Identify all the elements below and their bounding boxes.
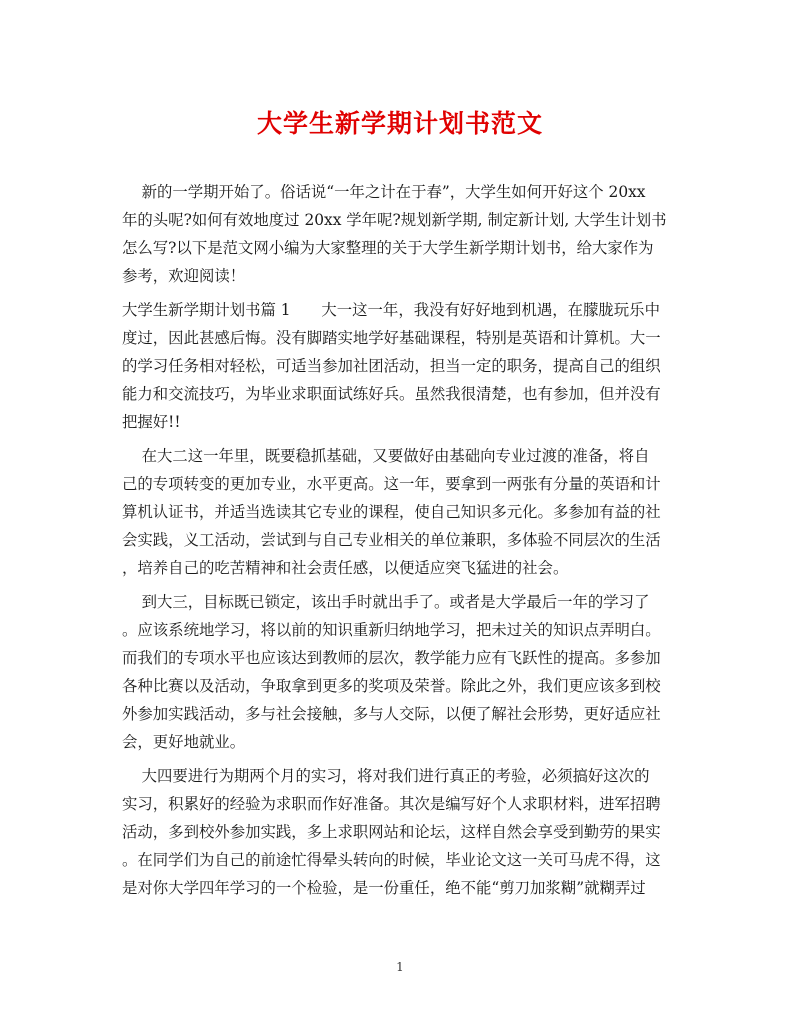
- text-line: 到大三，目标既已锁定，该出手时就出手了。或者是大学最后一年的学习了: [122, 593, 650, 611]
- text-line: 活动，多到校外参加实践，多上求职网站和论坛，这样自然会享受到勤劳的果实: [122, 823, 661, 841]
- text-line: 各种比赛以及活动，争取拿到更多的奖项及荣誉。除此之外，我们更应该多到校: [122, 677, 661, 695]
- text-line: 是对你大学四年学习的一个检验，是一份重任，绝不能“剪刀加浆糊”就糊弄过: [122, 879, 646, 897]
- text-line: 而我们的专项水平也应该达到教师的层次，教学能力应有飞跃性的提高。多参加: [122, 649, 661, 667]
- text-line: 怎么写?以下是范文网小编为大家整理的关于大学生新学期计划书，给大家作为: [122, 239, 654, 257]
- text-line: 把握好!!: [122, 413, 181, 431]
- text-line: 在大二这一年里，既要稳抓基础，又要做好由基础向专业过渡的准备，将自: [122, 447, 650, 465]
- text-line: 参考，欢迎阅读！: [122, 267, 246, 285]
- text-line: 年的头呢?如何有效地度过 20xx 学年呢?规划新学期, 制定新计划, 大学生计划书: [122, 211, 667, 229]
- text-line: 。在同学们为自己的前途忙得晕头转向的时候，毕业论文这一关可马虎不得，这: [122, 851, 661, 869]
- text-line: 的学习任务相对轻松，可适当参加社团活动，担当一定的职务，提高自己的组织: [122, 357, 661, 375]
- text-line: 大学生新学期计划书篇 1 大一这一年，我没有好好地到机遇，在朦胧玩乐中: [122, 301, 660, 319]
- text-line: ，培养自己的吃苦精神和社会责任感，以便适应突飞猛进的社会。: [122, 559, 569, 577]
- text-line: 新的一学期开始了。俗话说“一年之计在于春”，大学生如何开好这个 20xx: [122, 183, 646, 201]
- text-line: 大四要进行为期两个月的实习，将对我们进行真正的考验，必须搞好这次的: [122, 767, 650, 785]
- text-line: 度过，因此甚感后悔。没有脚踏实地学好基础课程，特别是英语和计算机。大一: [122, 329, 661, 347]
- document-title: 大学生新学期计划书范文: [256, 109, 543, 138]
- text-line: 实习，积累好的经验为求职而作好准备。其次是编写好个人求职材料，进军招聘: [122, 795, 661, 813]
- text-line: 。应该系统地学习，将以前的知识重新归纳地学习，把未过关的知识点弄明白。: [122, 621, 661, 639]
- page-number: 1: [396, 960, 404, 974]
- text-line: 外参加实践活动，多与社会接触，多与人交际，以便了解社会形势，更好适应社: [122, 705, 661, 723]
- text-line: 会实践，义工活动，尝试到与自己专业相关的单位兼职，多体验不同层次的生活: [122, 531, 661, 549]
- text-line: 能力和交流技巧，为毕业求职面试练好兵。虽然我很清楚，也有参加，但并没有: [122, 385, 661, 403]
- text-line: 会，更好地就业。: [122, 733, 246, 751]
- text-line: 算机认证书，并适当选读其它专业的课程，使自己知识多元化。多参加有益的社: [122, 503, 661, 521]
- text-line: 己的专项转变的更加专业，水平更高。这一年，要拿到一两张有分量的英语和计: [122, 475, 661, 493]
